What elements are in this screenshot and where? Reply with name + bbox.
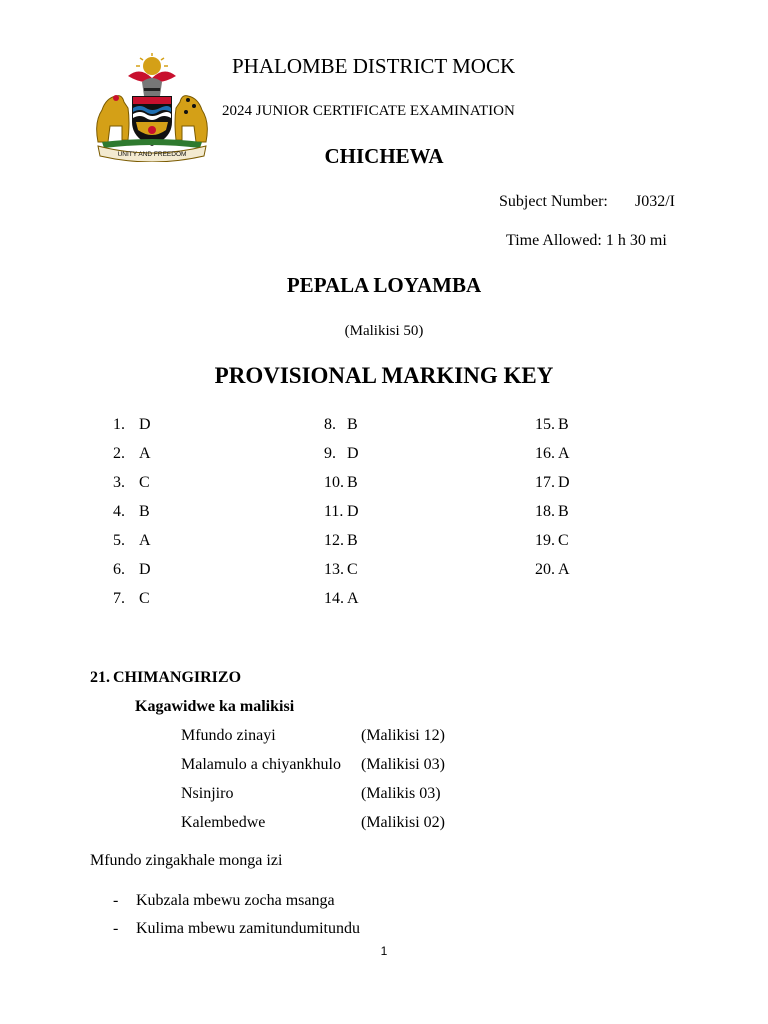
answer-item: 2. A: [113, 445, 151, 462]
points-list: [113, 892, 360, 948]
answer-item: 6. D: [113, 561, 151, 578]
answer-item: 13. C: [324, 561, 358, 578]
breakdown-row: Malamulo a chiyankhulo (Malikisi 03): [181, 756, 445, 773]
subject-number-value: J032/I: [635, 193, 675, 210]
breakdown-row: Nsinjiro (Malikis 03): [181, 785, 441, 802]
section-title: CHIMANGIRIZO: [113, 669, 242, 686]
paper-title: PEPALA LOYAMBA: [286, 273, 482, 297]
answer-column-2: [324, 416, 359, 619]
answer-item: 11. D: [324, 503, 359, 520]
section-number: 21.: [90, 669, 110, 686]
helmet-icon: [142, 78, 162, 96]
answer-item: 14. A: [324, 590, 359, 607]
answer-item: 19. C: [535, 532, 569, 549]
answer-item: 7. C: [113, 590, 150, 607]
lion-icon: [175, 96, 207, 142]
shield-icon: [132, 96, 172, 146]
answer-item: 15. B: [535, 416, 569, 433]
answer-item: 18. B: [535, 503, 569, 520]
answer-item: 5. A: [113, 532, 151, 549]
answer-item: 20. A: [535, 561, 570, 578]
answer-column-3: [535, 416, 570, 590]
exam-title: 2024 JUNIOR CERTIFICATE EXAMINATION: [222, 103, 515, 119]
answer-column-1: [113, 416, 151, 619]
answer-item: 8. B: [324, 416, 358, 433]
subject-number-label: Subject Number:: [499, 193, 608, 210]
answer-item: 4. B: [113, 503, 150, 520]
breakdown-row: Kalembedwe (Malikisi 02): [181, 814, 445, 831]
marks-total: (Malikisi 50): [344, 323, 424, 339]
points-intro: Mfundo zingakhale monga izi: [90, 852, 283, 869]
answer-item: 1. D: [113, 416, 151, 433]
page-number: 1: [380, 944, 388, 958]
breakdown-title: Kagawidwe ka malikisi: [135, 698, 295, 715]
leopard-icon: [97, 96, 129, 142]
answer-item: 9. D: [324, 445, 359, 462]
time-allowed: Time Allowed: 1 h 30 mi: [506, 232, 667, 249]
answer-item: 10. B: [324, 474, 358, 491]
section-21-heading: [90, 669, 241, 687]
district-title: PHALOMBE DISTRICT MOCK: [232, 54, 516, 78]
answer-item: 16. A: [535, 445, 570, 462]
answer-item: 17. D: [535, 474, 570, 491]
list-item: - Kubzala mbewu zocha msanga: [113, 892, 335, 909]
breakdown-table: [181, 727, 445, 843]
answer-item: 3. C: [113, 474, 150, 491]
marking-key-title: PROVISIONAL MARKING KEY: [214, 363, 554, 388]
answer-item: 12. B: [324, 532, 358, 549]
breakdown-row: Mfundo zinayi (Malikisi 12): [181, 727, 445, 744]
motto-text: UNITY AND FREEDOM: [117, 151, 187, 158]
subject-title: CHICHEWA: [324, 144, 444, 168]
list-item: - Kulima mbewu zamitundumitundu: [113, 920, 360, 937]
